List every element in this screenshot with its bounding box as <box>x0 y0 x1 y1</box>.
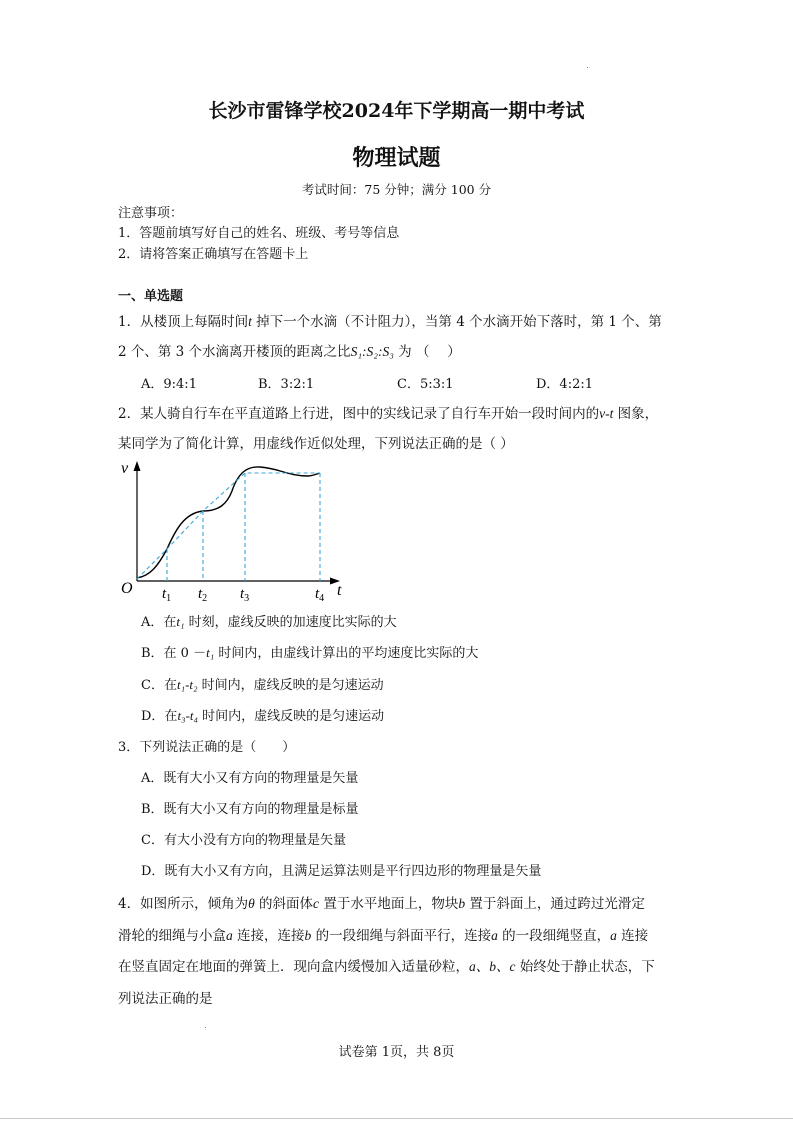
q4-line2: 滑轮的细绳与小盒a 连接，连接b 的一段细绳与斜面平行，连接a 的一段细绳竖直，a 连接 <box>118 928 649 944</box>
scan-dot <box>205 1027 206 1028</box>
page-footer: 试卷第 1页，共 8页 <box>338 1045 455 1060</box>
q4-line4: 列说法正确的是 <box>118 991 213 1007</box>
q1-line1: 1．从楼顶上每隔时间t 掉下一个水滴（不计阻力），当第 4 个水滴开始下落时，第 1 个、第 <box>118 314 662 330</box>
q1-option-b: B．3:2:1 <box>258 377 315 392</box>
origin-label: O <box>121 580 133 597</box>
q3-option-d: D．既有大小又有方向，且满足运算法则是平行四边形的物理量是矢量 <box>141 864 542 879</box>
v-axis-arrow <box>134 461 141 471</box>
q2-option-c: C．在t₁-t₂ 时间内，虚线反映的是匀速运动 <box>141 677 384 693</box>
approx-dashed-line <box>137 473 320 579</box>
exam-title: 长沙市雷锋学校2024年下学期高一期中考试 <box>208 100 585 122</box>
tick-label-t2: $t_2$ <box>198 586 208 604</box>
q2-line1: 2．某人骑自行车在平直道路上行进，图中的实线记录了自行车开始一段时间内的v-t 图象， <box>118 406 659 422</box>
scan-dot <box>587 67 588 68</box>
q1-line2: 2 个、第 3 个水滴离开楼顶的距离之比S₁:S₂:S₃ 为 （ ） <box>118 344 461 360</box>
tick-label-t3: $t_3$ <box>240 586 250 604</box>
q3-option-b: B．既有大小又有方向的物理量是标量 <box>141 802 359 817</box>
notes-item: 2．请将答案正确填写在答题卡上 <box>118 247 309 262</box>
v-axis-label: v <box>121 460 129 477</box>
page-bottom-border <box>0 1118 793 1119</box>
q2-option-b: B．在 0 －t₁ 时间内，由虚线计算出的平均速度比实际的大 <box>141 645 479 661</box>
q4-line3: 在竖直固定在地面的弹簧上．现向盒内缓慢加入适量砂粒，a、b、c 始终处于静止状态，下 <box>118 959 655 975</box>
exam-subtitle: 物理试题 <box>352 145 441 171</box>
q2-line2: 某同学为了简化计算，用虚线作近似处理，下列说法正确的是（ ） <box>118 436 514 452</box>
q2-option-a: A．在t₁ 时刻，虚线反映的加速度比实际的大 <box>141 614 397 630</box>
q1-option-c: C．5:3:1 <box>397 377 454 392</box>
q3-stem: 3．下列说法正确的是（ ） <box>118 740 296 755</box>
q1-option-d: D．4:2:1 <box>536 377 593 392</box>
q3-option-a: A．既有大小又有方向的物理量是矢量 <box>141 771 359 786</box>
tick-label-t4: $t_4$ <box>315 586 325 604</box>
t-axis-label: t <box>337 582 342 599</box>
notes-heading: 注意事项： <box>118 206 184 221</box>
q1-option-a: A．9:4:1 <box>141 377 197 392</box>
notes-item: 1．答题前填写好自己的姓名、班级、考号等信息 <box>118 226 400 241</box>
q2-option-d: D．在t₃-t₄ 时间内，虚线反映的是匀速运动 <box>141 708 385 724</box>
tick-label-t1: $t_1$ <box>162 586 172 604</box>
q4-line1: 4．如图所示，倾角为θ 的斜面体c 置于水平地面上，物块b 置于斜面上，通过跨过光滑定 <box>118 896 645 912</box>
exam-info: 考试时间：75 分钟；满分 100 分 <box>301 182 492 197</box>
vt-graph <box>110 455 360 607</box>
actual-curve <box>137 467 320 578</box>
q3-option-c: C．有大小没有方向的物理量是矢量 <box>141 833 346 848</box>
section-title: 一、单选题 <box>118 289 184 304</box>
